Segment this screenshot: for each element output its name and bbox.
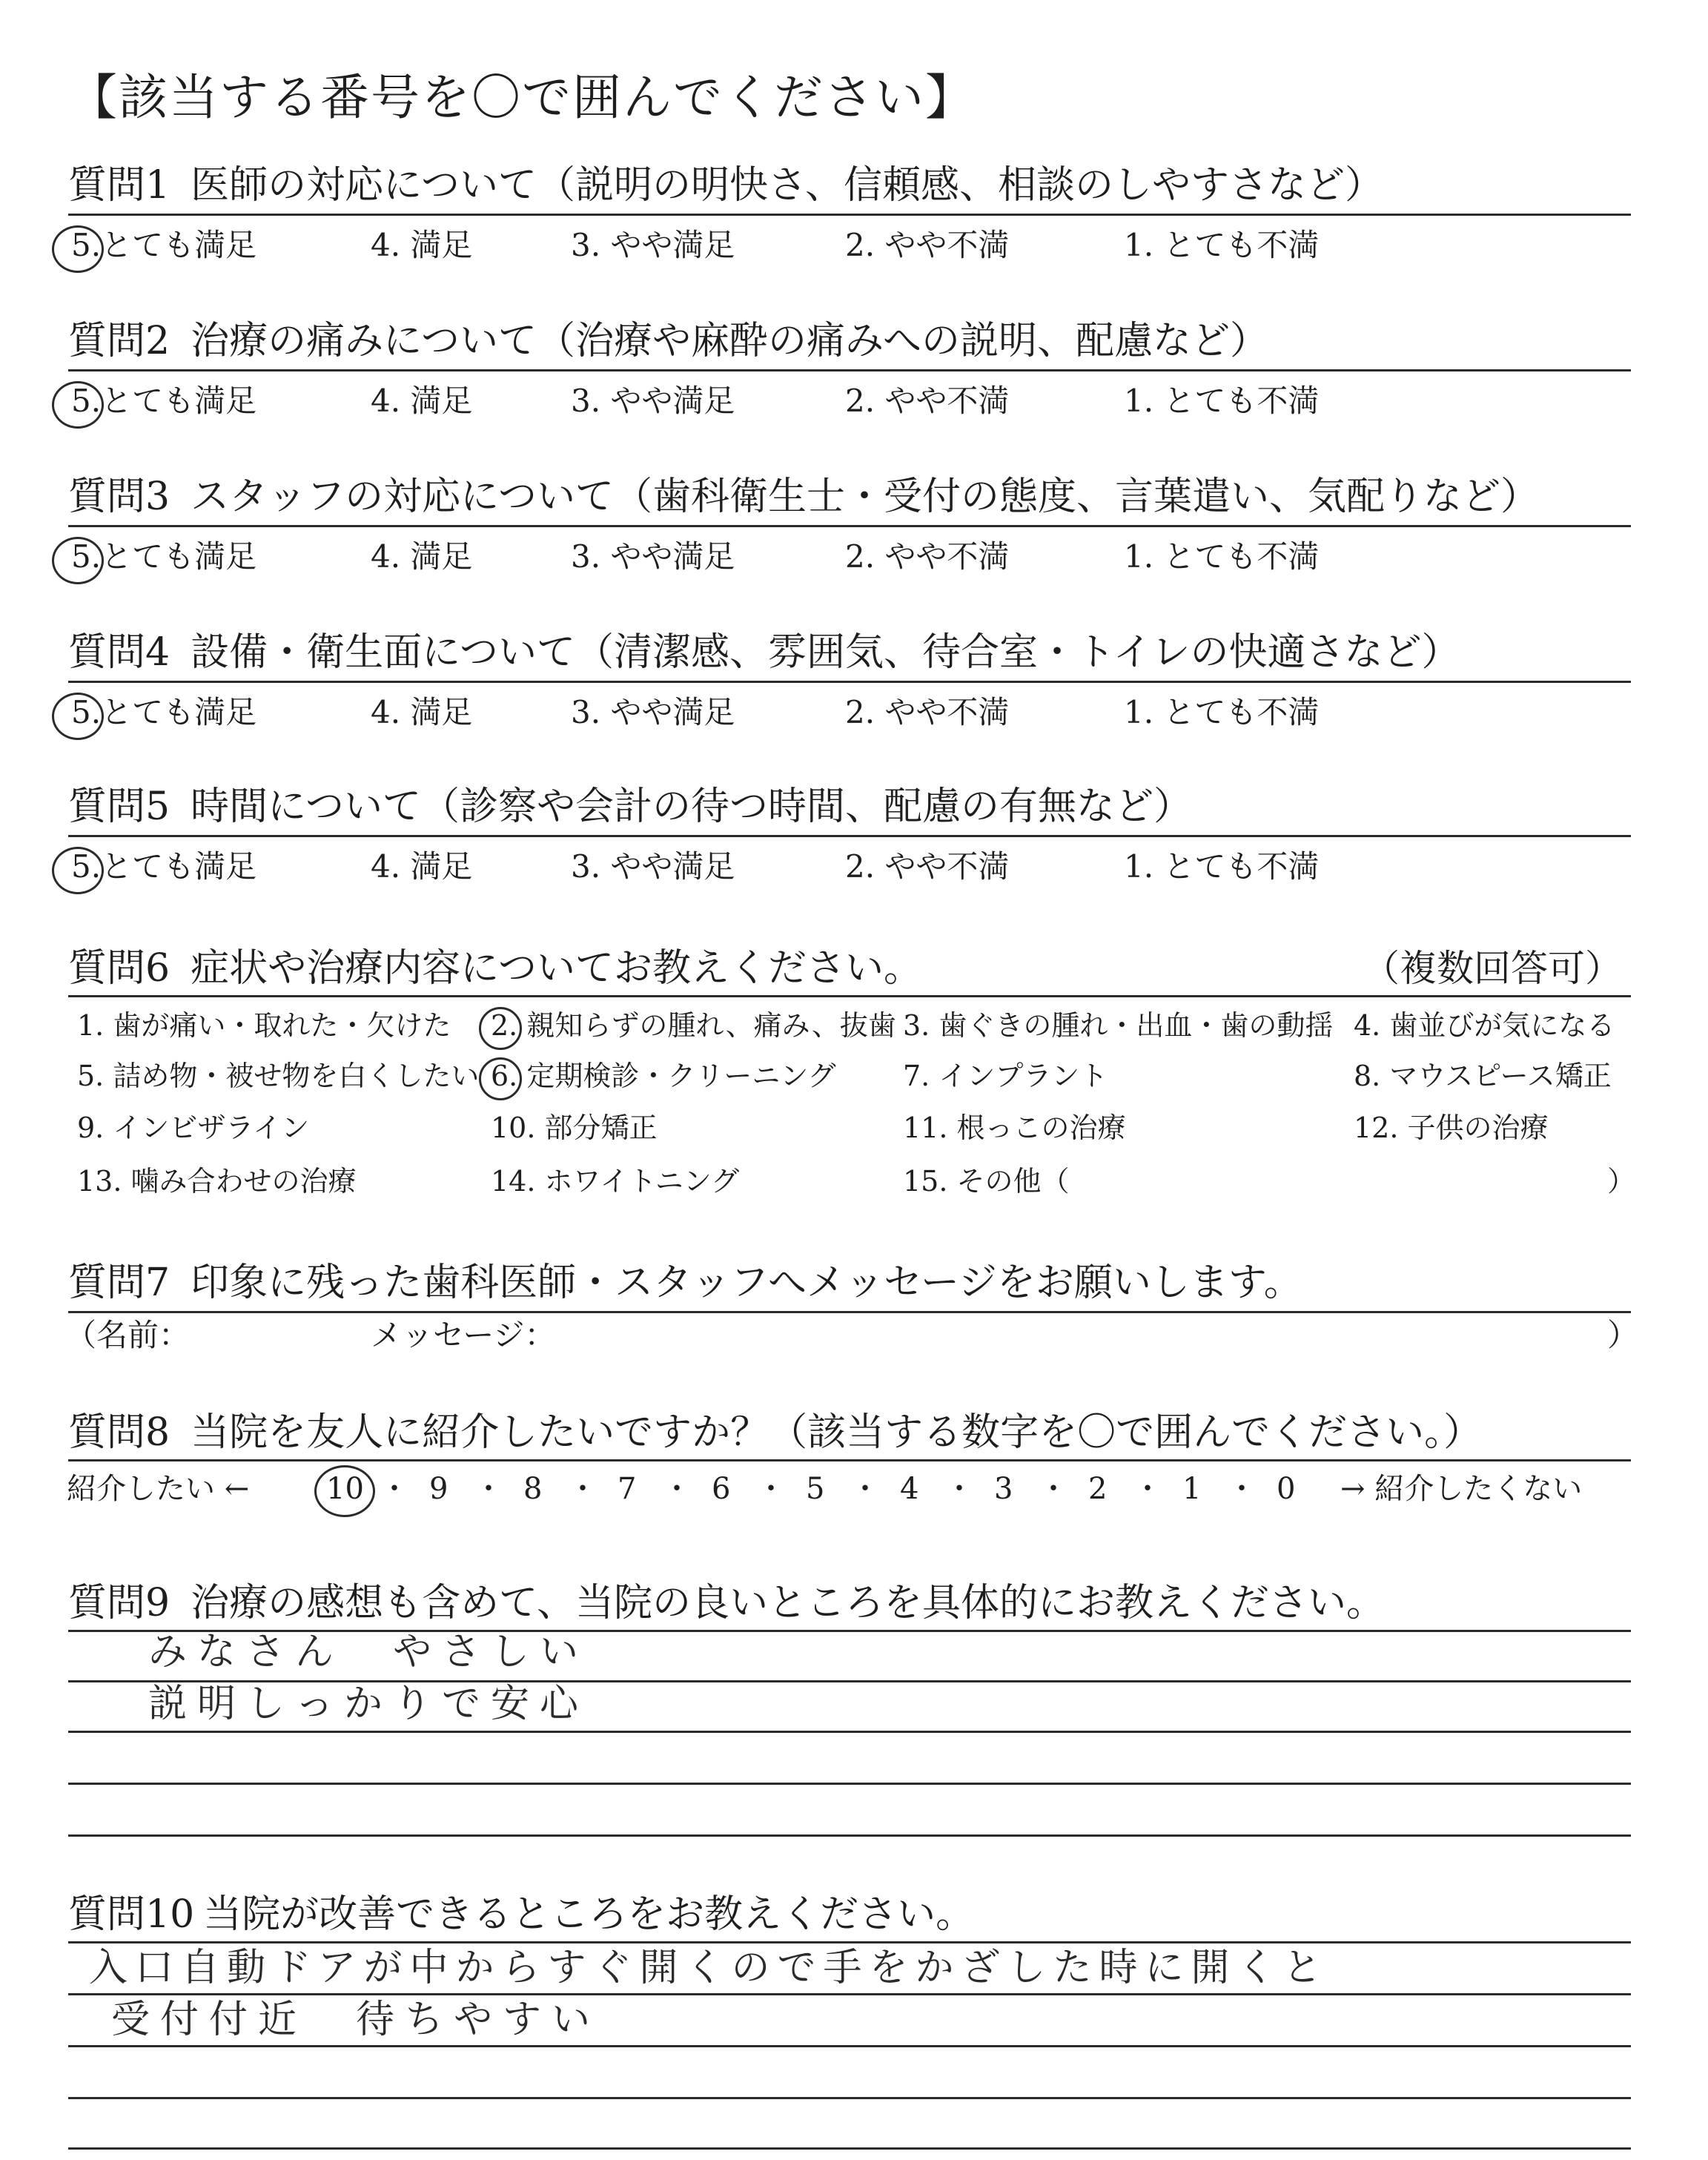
other-close-paren: ）	[1607, 1165, 1636, 1198]
selection-circle	[479, 1007, 522, 1050]
question-text: スタッフの対応について（歯科衛生士・受付の態度、言葉遣い、気配りなど）	[191, 475, 1540, 519]
scale-value-1[interactable]: 1	[1182, 1472, 1202, 1506]
name-label: （名前：	[65, 1317, 191, 1353]
scale-separator: ・	[474, 1472, 503, 1506]
question-text: 印象に残った歯科医師・スタッフへメッセージをお願いします。	[191, 1261, 1302, 1305]
recommend-left-label: 紹介したい ←	[67, 1472, 250, 1506]
question-number: 質問1	[68, 163, 171, 208]
scale-value-2[interactable]: 2	[1088, 1472, 1108, 1506]
rating-option-5[interactable]: 5.とても満足	[71, 848, 257, 885]
rating-option-2[interactable]: 2. やや不満	[845, 694, 1010, 730]
answer-line	[68, 1941, 1631, 1943]
scale-value-5[interactable]: 5	[806, 1472, 825, 1506]
question-text: 時間について（診察や会計の待つ時間、配慮の有無など）	[191, 785, 1193, 829]
rating-option-4[interactable]: 4. 満足	[371, 227, 473, 263]
answer-line	[68, 1993, 1631, 1995]
scale-separator: ・	[944, 1472, 974, 1506]
question-number: 質問9	[68, 1581, 171, 1625]
answer-line	[68, 2097, 1631, 2099]
rating-option-1[interactable]: 1. とても不満	[1124, 383, 1320, 419]
selection-circle	[52, 381, 104, 429]
handwritten-answer: みなさん やさしい	[148, 1630, 589, 1674]
scale-separator: ・	[662, 1472, 692, 1506]
selection-circle	[52, 537, 104, 584]
question-number: 質問2	[68, 319, 171, 363]
question-text: 治療の痛みについて（治療や麻酔の痛みへの説明、配慮など）	[191, 319, 1269, 363]
q6-option-7[interactable]: 7. インプラント	[903, 1060, 1108, 1092]
handwritten-answer: 受付付近 待ちやすい	[111, 1998, 601, 2042]
rating-option-2[interactable]: 2. やや不満	[845, 383, 1010, 419]
page-title: 【該当する番号を〇で囲んでください】	[68, 69, 976, 126]
scale-separator: ・	[1133, 1472, 1162, 1506]
scale-value-6[interactable]: 6	[712, 1472, 731, 1506]
rating-option-4[interactable]: 4. 満足	[371, 848, 473, 885]
q6-option-8[interactable]: 8. マウスピース矯正	[1354, 1060, 1612, 1092]
question-rule	[68, 369, 1631, 371]
question-number: 質問6	[68, 946, 171, 991]
message-label: メッセージ：	[371, 1317, 556, 1353]
rating-option-4[interactable]: 4. 満足	[371, 383, 473, 419]
scale-separator: ・	[756, 1472, 786, 1506]
question-number: 質問8	[68, 1410, 171, 1455]
q6-option-13[interactable]: 13. 噛み合わせの治療	[77, 1165, 357, 1198]
question-number: 質問7	[68, 1261, 171, 1305]
question-text: 当院が改善できるところをお教えください。	[203, 1892, 975, 1937]
question-text: 治療の感想も含めて、当院の良いところを具体的にお教えください。	[191, 1581, 1386, 1625]
q6-option-10[interactable]: 10. 部分矯正	[491, 1112, 658, 1144]
handwritten-answer: 入口自動ドアが中からすぐ開くので手をかざした時に開くと	[89, 1946, 1329, 1990]
q6-option-2[interactable]: 2. 親知らずの腫れ、痛み、抜歯	[491, 1009, 896, 1042]
rating-option-1[interactable]: 1. とても不満	[1124, 227, 1320, 263]
rating-option-3[interactable]: 3. やや満足	[571, 227, 735, 263]
q6-option-15[interactable]: 15. その他（	[903, 1165, 1070, 1198]
selection-circle	[52, 847, 104, 894]
scale-separator: ・	[1227, 1472, 1257, 1506]
answer-line	[68, 1783, 1631, 1785]
recommend-right-label: → 紹介したくない	[1340, 1472, 1583, 1506]
question-number: 質問3	[68, 475, 171, 519]
question-text: 当院を友人に紹介したいですか？（該当する数字を〇で囲んでください。）	[191, 1410, 1483, 1455]
selection-circle	[52, 225, 104, 273]
rating-option-5[interactable]: 5.とても満足	[71, 383, 257, 419]
question-number: 質問10	[68, 1892, 195, 1937]
question-rule	[68, 1311, 1631, 1313]
rating-option-4[interactable]: 4. 満足	[371, 694, 473, 730]
scale-value-4[interactable]: 4	[900, 1472, 919, 1506]
q6-option-3[interactable]: 3. 歯ぐきの腫れ・出血・歯の動揺	[903, 1009, 1334, 1042]
rating-option-5[interactable]: 5.とても満足	[71, 538, 257, 575]
rating-option-3[interactable]: 3. やや満足	[571, 383, 735, 419]
answer-line	[68, 1834, 1631, 1837]
rating-option-3[interactable]: 3. やや満足	[571, 538, 735, 575]
scale-separator: ・	[1039, 1472, 1068, 1506]
question-rule	[68, 1459, 1631, 1462]
scale-separator: ・	[850, 1472, 880, 1506]
selection-circle	[479, 1057, 522, 1100]
answer-line	[68, 1731, 1631, 1733]
multiple-answer-note: （複数回答可）	[1363, 947, 1622, 990]
q6-option-12[interactable]: 12. 子供の治療	[1354, 1112, 1549, 1144]
rating-option-1[interactable]: 1. とても不満	[1124, 694, 1320, 730]
question-rule	[68, 681, 1631, 683]
question-text: 医師の対応について（説明の明快さ、信頼感、相談のしやすさなど）	[191, 163, 1383, 208]
rating-option-2[interactable]: 2. やや不満	[845, 227, 1010, 263]
question-rule	[68, 525, 1631, 527]
q6-option-14[interactable]: 14. ホワイトニング	[491, 1165, 740, 1198]
q6-option-9[interactable]: 9. インビザライン	[77, 1112, 310, 1144]
question-text: 設備・衛生面について（清潔感、雰囲気、待合室・トイレの快適さなど）	[191, 630, 1460, 675]
q6-option-4[interactable]: 4. 歯並びが気になる	[1354, 1009, 1615, 1042]
scale-value-8[interactable]: 8	[523, 1472, 543, 1506]
rating-option-1[interactable]: 1. とても不満	[1124, 538, 1320, 575]
selection-circle	[52, 693, 104, 740]
rating-option-2[interactable]: 2. やや不満	[845, 848, 1010, 885]
rating-option-5[interactable]: 5.とても満足	[71, 694, 257, 730]
rating-option-1[interactable]: 1. とても不満	[1124, 848, 1320, 885]
question-rule	[68, 835, 1631, 837]
q6-option-11[interactable]: 11. 根っこの治療	[903, 1112, 1126, 1144]
q6-option-1[interactable]: 1. 歯が痛い・取れた・欠けた	[77, 1009, 451, 1042]
question-number: 質問4	[68, 630, 171, 675]
scale-separator: ・	[568, 1472, 598, 1506]
scale-value-10[interactable]: 10	[326, 1472, 364, 1506]
q6-option-5[interactable]: 5. 詰め物・被せ物を白くしたい	[77, 1060, 480, 1092]
rating-option-2[interactable]: 2. やや不満	[845, 538, 1010, 575]
rating-option-3[interactable]: 3. やや満足	[571, 848, 735, 885]
q7-close-paren: ）	[1607, 1317, 1639, 1353]
question-rule	[68, 995, 1631, 997]
q6-option-6[interactable]: 6. 定期検診・クリーニング	[491, 1060, 836, 1092]
scale-value-3[interactable]: 3	[994, 1472, 1013, 1506]
answer-line	[68, 2045, 1631, 2047]
question-text: 症状や治療内容についてお教えください。	[191, 946, 923, 991]
rating-option-5[interactable]: 5.とても満足	[71, 227, 257, 263]
question-rule	[68, 214, 1631, 216]
scale-separator: ・	[380, 1472, 409, 1506]
rating-option-3[interactable]: 3. やや満足	[571, 694, 735, 730]
scale-value-7[interactable]: 7	[618, 1472, 637, 1506]
question-number: 質問5	[68, 785, 171, 829]
scale-value-0[interactable]: 0	[1277, 1472, 1296, 1506]
selection-circle	[314, 1465, 375, 1517]
answer-line	[68, 2147, 1631, 2150]
scale-value-9[interactable]: 9	[429, 1472, 448, 1506]
rating-option-4[interactable]: 4. 満足	[371, 538, 473, 575]
handwritten-answer: 説明しっかりで安心	[148, 1682, 589, 1726]
